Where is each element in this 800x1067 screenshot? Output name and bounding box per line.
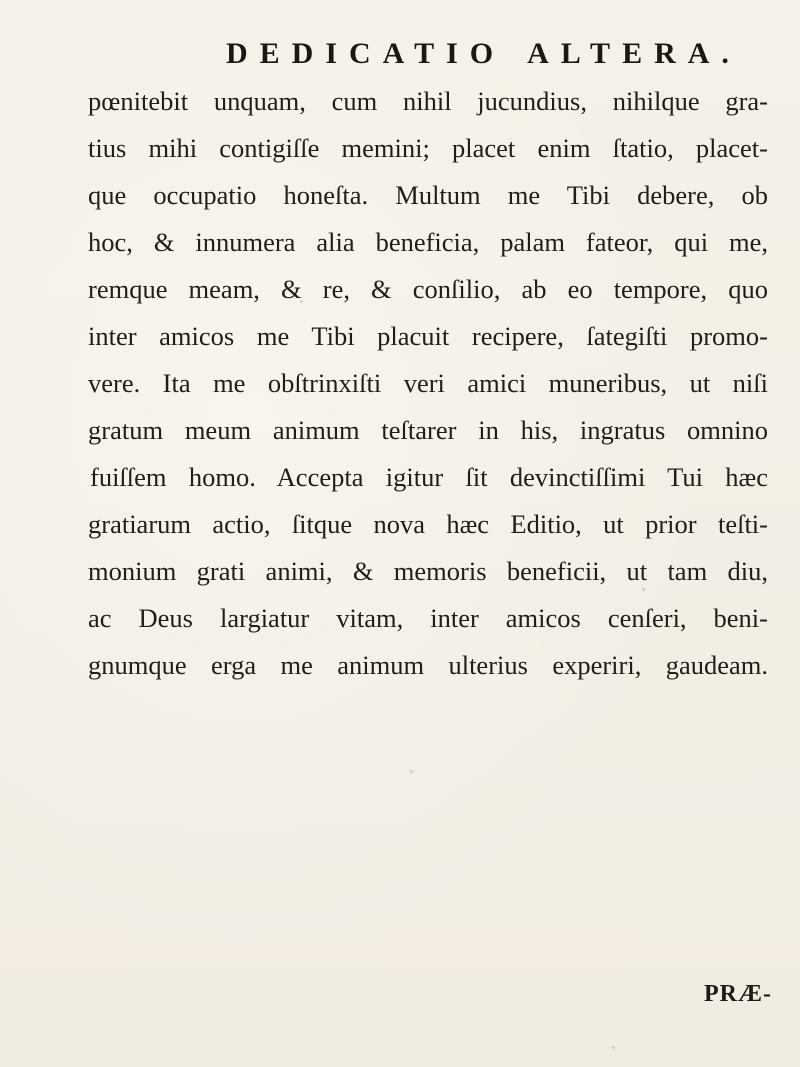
catchword: PRÆ- — [704, 981, 772, 1007]
paper-speck — [300, 300, 303, 303]
text-line: vere. Ita me obſtrinxiſti veri amici muneribus, ut niſi — [88, 368, 768, 398]
text-line: que occupatio honeſta. Multum me Tibi debere, ob — [88, 180, 768, 210]
running-header — [226, 34, 786, 74]
text-line: gratiarum actio, ſitque nova hæc Editio, ut prior teſti- — [88, 509, 768, 539]
text-line: fuiſſem homo. Accepta igitur ſit devinctiſſimi Tui hæc — [90, 462, 768, 492]
header-word-altera: ALTERA. — [527, 37, 741, 70]
body-text — [88, 78, 768, 689]
text-line: inter amicos me Tibi placuit recipere, ſategiſti promo- — [88, 321, 768, 351]
text-line: gratum meum animum teſtarer in his, ingratus omnino — [88, 415, 768, 445]
text-line: remque meam, & re, & conſilio, ab eo tempore, quo — [88, 274, 768, 304]
paper-speck — [612, 1046, 615, 1049]
paper-speck — [642, 588, 645, 591]
text-line: pœnitebit unquam, cum nihil jucundius, nihilque gra- — [88, 86, 768, 116]
text-line: hoc, & innumera alia beneficia, palam fateor, qui me, — [88, 227, 768, 257]
text-line: tius mihi contigiſſe memini; placet enim ſtatio, placet- — [88, 133, 768, 163]
text-line: ac Deus largiatur vitam, inter amicos cenſeri, beni- — [88, 603, 768, 633]
paper-speck — [410, 770, 413, 773]
text-line: monium grati animi, & memoris beneficii, ut tam diu, — [88, 556, 768, 586]
text-line: gnumque erga me animum ulterius experiri, gaudeam. — [88, 650, 768, 680]
header-word-dedicatio: DEDICATIO — [226, 37, 506, 70]
